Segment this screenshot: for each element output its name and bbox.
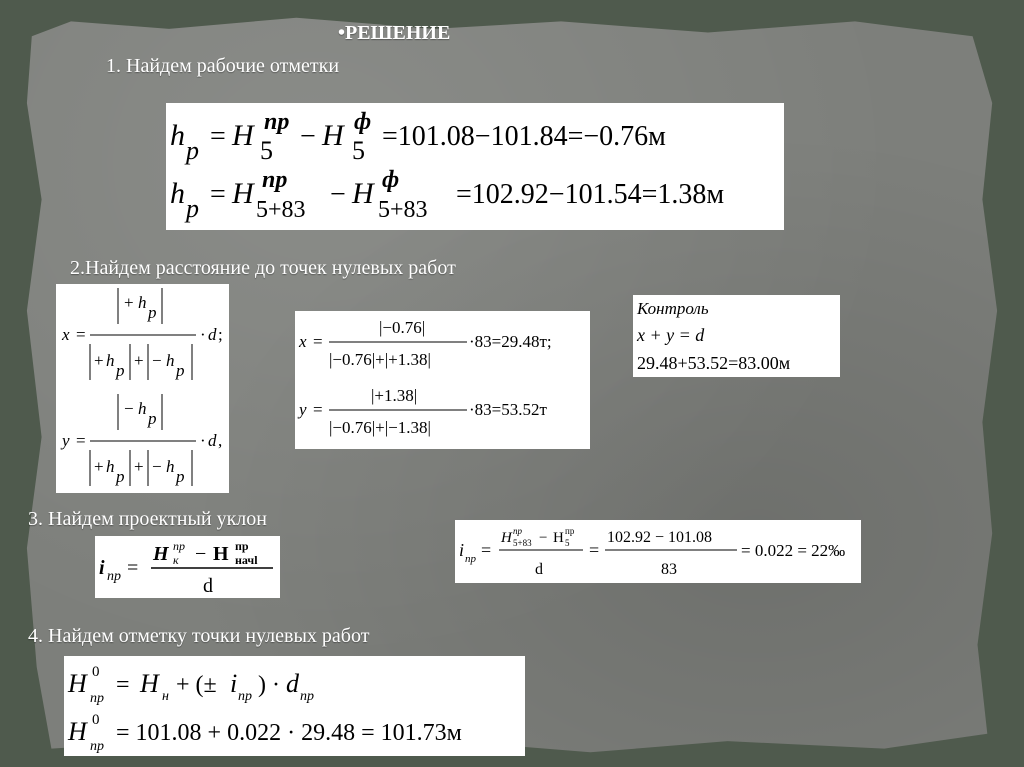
svg-text:H: H <box>553 530 564 546</box>
working-mark-1-value: =101.08−101.84=−0.76м <box>382 121 666 152</box>
svg-text:ф: ф <box>382 167 400 193</box>
svg-text:h: h <box>138 293 147 312</box>
svg-text:=: = <box>589 540 600 560</box>
svg-text:пр: пр <box>238 689 252 704</box>
svg-text:+: + <box>134 457 144 476</box>
svg-text:x: x <box>299 332 307 351</box>
svg-text:h: h <box>106 457 115 476</box>
svg-text:p: p <box>116 467 125 486</box>
svg-text:;: ; <box>218 325 223 344</box>
step-3-heading: 3. Найдем проектный уклон <box>28 508 267 530</box>
svg-text:−: − <box>330 179 346 210</box>
svg-text:ф: ф <box>354 109 372 135</box>
svg-text:−: − <box>300 121 316 152</box>
svg-text:=: = <box>481 540 492 560</box>
x-denominator: |−0.76|+|+1.38| <box>329 350 431 369</box>
svg-text:начl: начl <box>235 553 258 567</box>
svg-text:пр: пр <box>300 689 314 704</box>
slope-numerator: 102.92 − 101.08 <box>607 529 713 546</box>
svg-text:−: − <box>124 399 134 418</box>
svg-text:=: = <box>210 121 226 152</box>
svg-text:0: 0 <box>92 664 100 680</box>
svg-text:пр: пр <box>262 167 288 193</box>
working-mark-2-value: =102.92−101.54=1.38м <box>456 179 725 210</box>
svg-text:пр: пр <box>465 553 476 565</box>
svg-text:=: = <box>313 332 323 351</box>
svg-text:) ·: ) · <box>258 672 280 698</box>
svg-text:+: + <box>134 351 144 370</box>
svg-text:h: h <box>170 119 185 152</box>
control-formula <box>633 295 840 377</box>
slope-result: = 0.022 = 22‰ <box>741 541 846 560</box>
zero-point-mark-value: = 101.08 + 0.022 · 29.48 = 101.73м <box>116 720 462 746</box>
svg-text:пр: пр <box>90 691 104 706</box>
svg-text:+: + <box>94 351 104 370</box>
svg-text:y: y <box>62 431 70 450</box>
svg-text:=: = <box>127 557 139 579</box>
svg-text:H: H <box>501 530 512 546</box>
svg-text:+: + <box>124 293 134 312</box>
zero-point-mark-formula <box>64 656 525 756</box>
slope-numeric-formula <box>455 520 861 583</box>
svg-text:·: · <box>200 431 206 450</box>
svg-text:d: d <box>203 575 213 597</box>
svg-text:x: x <box>62 325 70 344</box>
svg-text:h: h <box>170 177 185 210</box>
svg-text:5: 5 <box>260 136 273 165</box>
svg-text:p: p <box>116 361 125 380</box>
svg-text:=: = <box>313 400 323 419</box>
working-marks-formula <box>166 103 784 230</box>
svg-text:пр: пр <box>90 739 104 754</box>
svg-text:−: − <box>539 530 548 546</box>
svg-text:p: p <box>148 303 157 322</box>
svg-text:H: H <box>68 717 87 746</box>
svg-text:i: i <box>459 540 465 560</box>
svg-text:=: = <box>210 179 226 210</box>
svg-text:·: · <box>200 325 206 344</box>
svg-text:h: h <box>166 457 175 476</box>
svg-text:i: i <box>99 557 105 579</box>
svg-text:d: d <box>535 561 543 578</box>
svg-text:h: h <box>106 351 115 370</box>
svg-text:i: i <box>230 669 238 698</box>
slide-title: •РЕШЕНИЕ <box>338 22 451 44</box>
svg-text:H: H <box>213 543 229 565</box>
svg-text:,: , <box>218 431 223 450</box>
distance-general-formula <box>56 284 229 493</box>
svg-text:к: к <box>173 553 179 567</box>
y-denominator: |−0.76|+|−1.38| <box>329 418 431 437</box>
svg-text:d: d <box>208 431 217 450</box>
svg-text:d: d <box>208 325 217 344</box>
slope-denominator: 83 <box>661 561 677 578</box>
svg-text:пр: пр <box>235 539 249 553</box>
step-4-heading: 4. Найдем отметку точки нулевых работ <box>28 625 370 647</box>
svg-text:H: H <box>140 669 159 698</box>
control-result: 29.48+53.52=83.00м <box>637 353 791 373</box>
svg-text:H: H <box>232 177 254 210</box>
svg-text:пр: пр <box>565 526 575 536</box>
svg-text:p: p <box>176 361 185 380</box>
svg-text:d: d <box>286 669 299 698</box>
svg-text:H: H <box>232 119 254 152</box>
svg-text:H: H <box>68 669 87 698</box>
y-numerator: |+1.38| <box>371 386 418 405</box>
svg-text:H: H <box>322 119 344 152</box>
svg-text:h: h <box>166 351 175 370</box>
control-equation: x + y = d <box>637 325 705 345</box>
svg-text:p: p <box>148 409 157 428</box>
svg-text:p: p <box>176 467 185 486</box>
svg-text:y: y <box>299 400 307 419</box>
svg-text:пр: пр <box>264 109 290 135</box>
svg-text:н: н <box>162 689 169 704</box>
svg-text:5+83: 5+83 <box>378 197 428 223</box>
svg-text:=: = <box>76 431 86 450</box>
svg-text:=: = <box>76 325 86 344</box>
svg-text:p: p <box>186 194 199 223</box>
distance-numeric-formula <box>295 311 590 449</box>
svg-text:−: − <box>152 351 162 370</box>
slope-general-formula <box>95 536 280 598</box>
svg-text:−: − <box>195 543 207 565</box>
svg-text:5: 5 <box>565 538 570 548</box>
step-2-heading: 2.Найдем расстояние до точек нулевых работ <box>70 257 456 279</box>
y-result: ·83=53.52т <box>469 400 547 419</box>
svg-text:H: H <box>153 543 169 565</box>
svg-text:H: H <box>352 177 374 210</box>
svg-text:пр: пр <box>107 569 121 584</box>
control-title: Контроль <box>637 299 709 318</box>
svg-text:+: + <box>94 457 104 476</box>
svg-text:5: 5 <box>352 136 365 165</box>
svg-text:h: h <box>138 399 147 418</box>
svg-text:−: − <box>152 457 162 476</box>
svg-text:=: = <box>116 672 130 698</box>
svg-text:пр: пр <box>173 539 185 553</box>
svg-text:5+83: 5+83 <box>513 538 532 548</box>
svg-text:0: 0 <box>92 712 100 728</box>
step-1-heading: 1. Найдем рабочие отметки <box>106 55 340 77</box>
x-result: ·83=29.48т; <box>469 332 552 351</box>
svg-text:p: p <box>186 136 199 165</box>
svg-text:+ (±: + (± <box>176 672 217 698</box>
svg-text:5+83: 5+83 <box>256 197 306 223</box>
svg-text:пр: пр <box>513 526 522 536</box>
x-numerator: |−0.76| <box>379 318 426 337</box>
